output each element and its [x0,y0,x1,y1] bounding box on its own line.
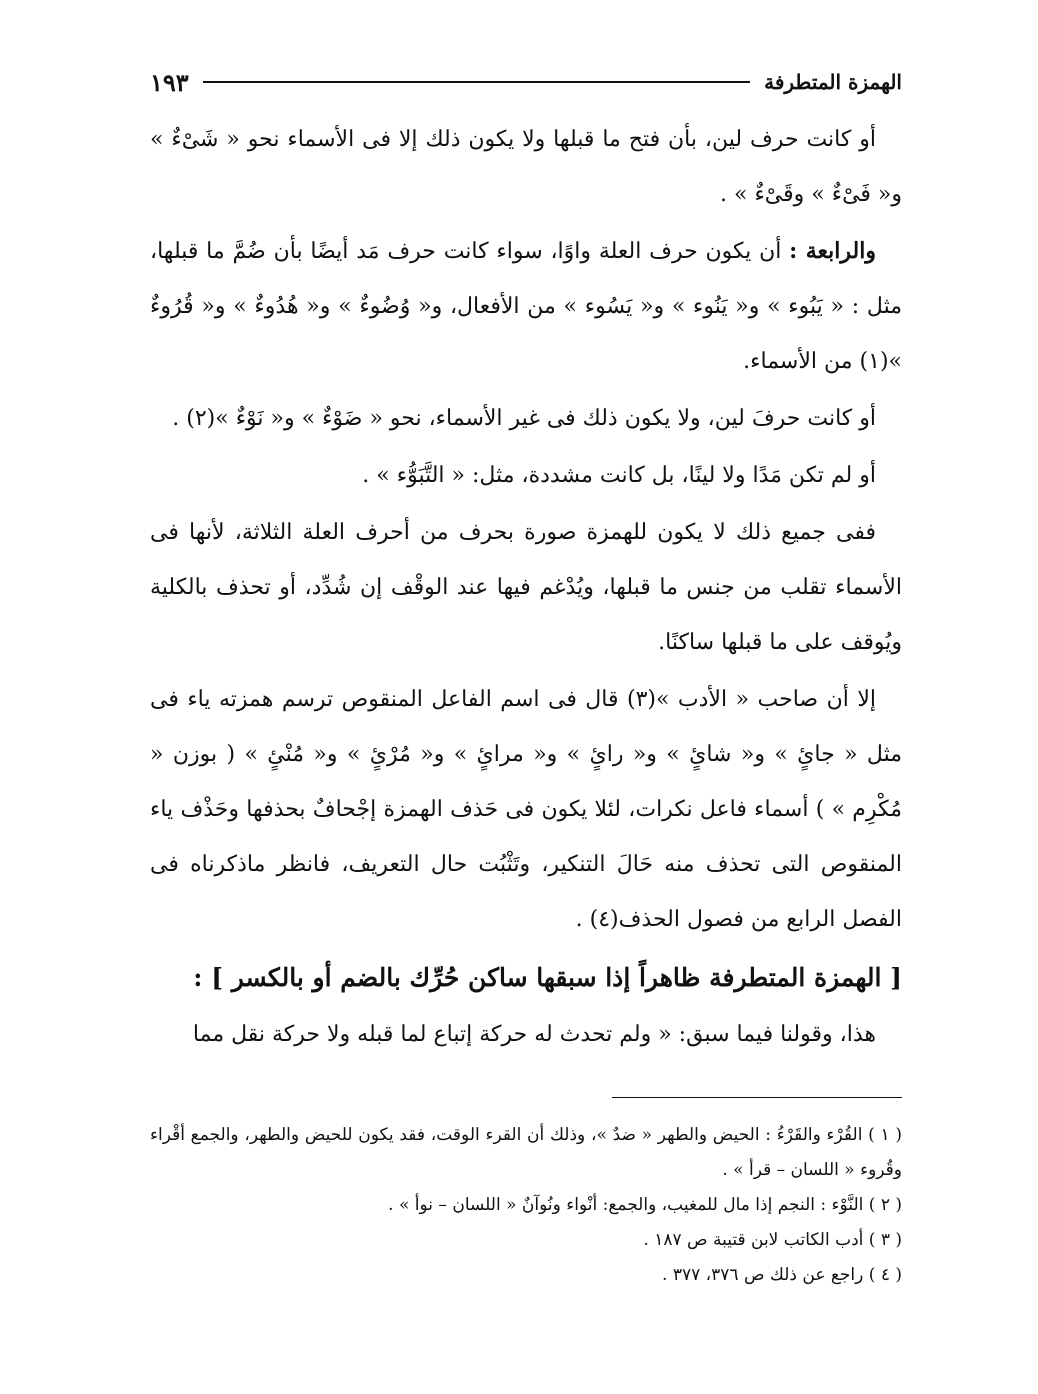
footnotes [150,1118,902,1293]
running-title: الهمزة المتطرفة [764,70,902,94]
footnote: ( ١ ) القُرْء والقَرْءُ : الحيض والطهر « ضدٌ »، وذلك أن القرء الوقت، فقد يكون للحيض والطهر، والجمع أقْراء وقُروء « اللسان – قرأ » . [150,1125,902,1180]
footnote-separator [612,1097,902,1098]
page-header [150,62,902,102]
paragraph: إلا أن صاحب « الأدب »(٣) قال فى اسم الفاعل المنقوص ترسم همزته ياء فى مثل « جائٍ » و« شائٍ » و« رائٍ » و« مرائٍ » و« مُرْئٍ » و« مُنْئٍ » ( بوزن « مُكْرِم » ) أسماء فاعل نكرات، لئلا يكون فى حَذف الهمزة إجْحافٌ بحذفها وحَذْف ياء المنقوص التى تحذف منه حَالَ التنكير، وتَثْبُت حال التعريف، فانظر ماذكرناه فى الفصل الرابع من فصول الحذف(٤) . [150,687,903,932]
paragraph [150,224,902,389]
paragraph: ففى جميع ذلك لا يكون للهمزة صورة بحرف من أحرف العلة الثلاثة، لأنها فى الأسماء تقلب من جنس ما قبلها، ويُدْغم فيها عند الوقْف إن شُدِّد، أو تحذف بالكلية ويُوقف على ما قبلها ساكنًا. [150,520,902,655]
main-text [150,112,902,1064]
section-heading: [ الهمزة المتطرفة ظاهراً إذا سبقها ساكن حُرِّك بالضم أو بالكسر ] : [193,963,902,992]
paragraph: أو كانت حرفَ لين، ولا يكون ذلك فى غير الأسماء، نحو « ضَوْءٌ » و« نَوْءٌ »(٢) . [172,406,876,431]
paragraph: أو لم تكن مَدًا ولا لينًا، بل كانت مشددة، مثل: « التَّبَوُّء » . [362,463,876,488]
paragraph: أو كانت حرف لين، بأن فتح ما قبلها ولا يكون ذلك إلا فى الأسماء نحو « شَىْءٌ » و« فَىْءٌ » وقَىْءٌ » . [150,127,902,207]
paragraph-lead: والرابعة : [789,238,876,264]
footnote: ( ٤ ) راجع عن ذلك ص ٣٧٦، ٣٧٧ . [662,1265,902,1285]
header-rule [203,81,750,83]
footnote: ( ٢ ) النَّوْء : النجم إذا مال للمغيب، والجمع: أنْواء ونُوآنٌ « اللسان – نوأ » . [388,1195,902,1215]
paragraph: هذا، وقولنا فيما سبق: « ولم تحدث له حركة إتباع لما قبله ولا حركة نقل مما [192,1022,876,1047]
footnote: ( ٣ ) أدب الكاتب لابن قتيبة ص ١٨٧ . [643,1230,902,1250]
page-number: ١٩٣ [150,67,189,97]
paragraph-text: أن يكون حرف العلة واوًا، سواء كانت حرف مَد أيضًا بأن ضُمَّ ما قبلها، مثل : « يَبُوء » و« يَنُوء » و« يَسُوء » من الأفعال، و« وُضُوءٌ » و« هُدُوءٌ » و« قُرُوءٌ »(١) من الأسماء. [150,239,902,374]
